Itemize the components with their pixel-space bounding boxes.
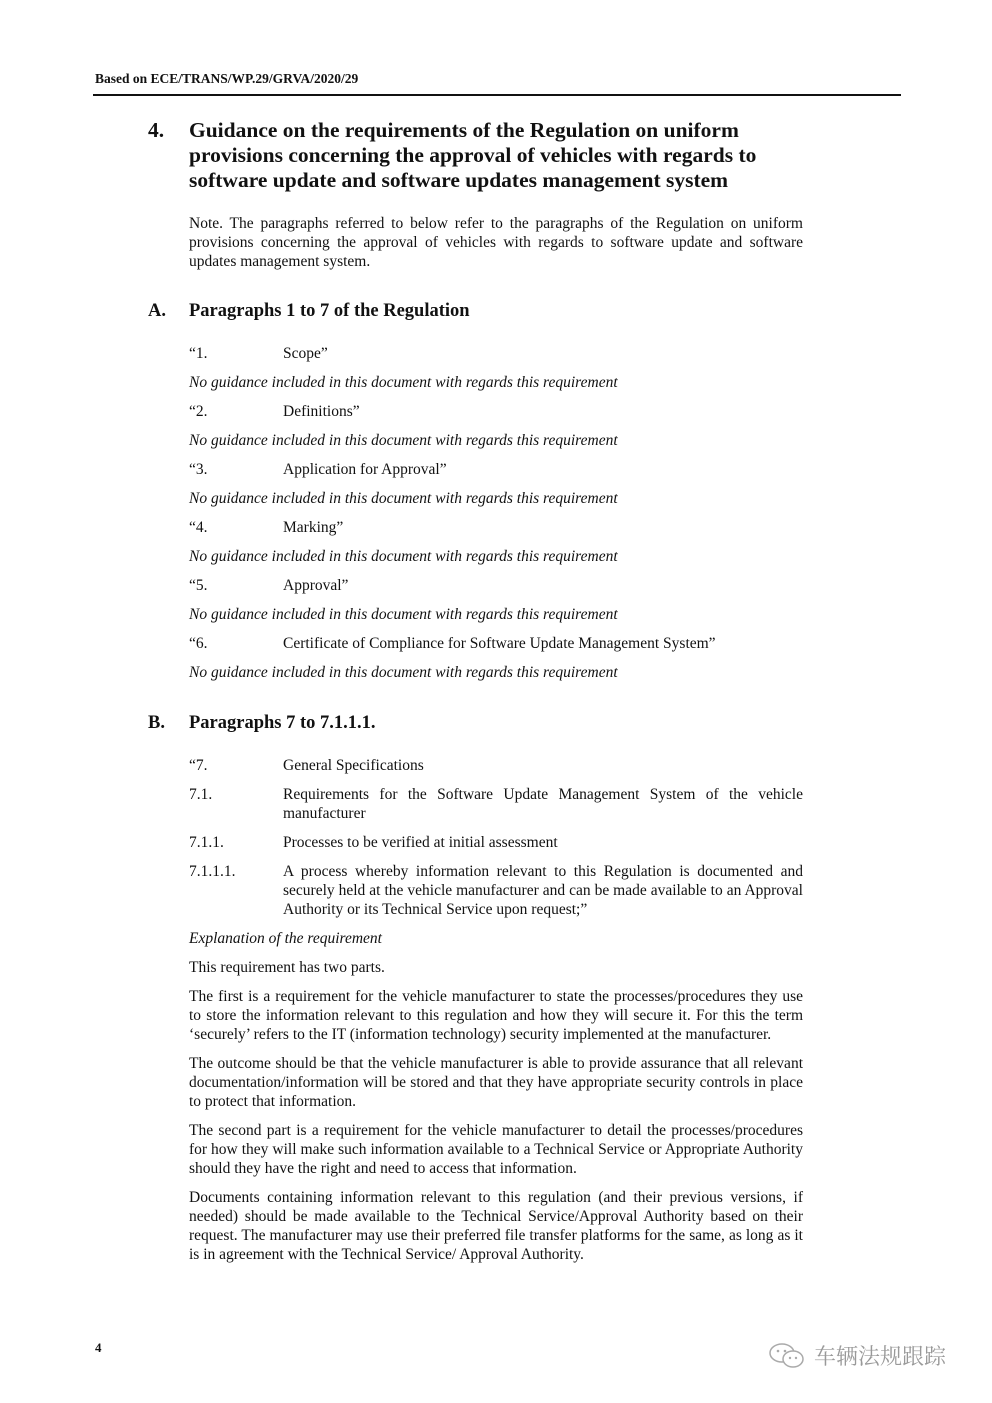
section-title: Paragraphs 7 to 7.1.1.1. [189,713,376,733]
paragraph-number: “7. [189,757,208,774]
paragraph-number: “6. [189,635,208,652]
paragraph-title: Definitions” [283,403,360,420]
paragraph-row [189,634,803,653]
paragraph-row [189,756,803,775]
paragraph-text: A process whereby information relevant to this Regulation is documented and securely held at the vehicle manufacturer and can be made available to an Approval Authority or its Technical Service upon request;” [283,863,803,918]
body-paragraph: Documents containing information relevant to this regulation (and their previous versions, if needed) should be made available to the Technical Service/Approval Authority based on their request. The manufacturer may use their preferred file transfer platforms for the same, as long as it is in agreement with the Technical Service/ Approval Authority. [189,1189,803,1263]
paragraph-row [189,402,803,421]
paragraph-text: Requirements for the Software Update Management System of the vehicle manufacturer [283,786,803,822]
body-paragraph: The outcome should be that the vehicle manufacturer is able to provide assurance that all relevant documentation/information will be stored and that they have appropriate security controls in place to protect that information. [189,1055,803,1110]
paragraph-row [189,576,803,595]
section-number: B. [148,713,165,733]
section-b-list [189,756,803,1274]
paragraph-number: “2. [189,403,208,420]
paragraph-text: Processes to be verified at initial assessment [283,834,558,851]
watermark-text: 车辆法规跟踪 [814,1345,947,1370]
wechat-icon [768,1341,808,1371]
section-a-list [189,344,803,692]
paragraph-number: “3. [189,461,208,478]
guidance-note: No guidance included in this document with regards this requirement [189,548,618,565]
paragraph-number: 7.1. [189,786,213,803]
paragraph-title: Scope” [283,345,328,362]
guidance-note: No guidance included in this document with regards this requirement [189,664,618,681]
paragraph-title: Certificate of Compliance for Software Update Management System” [283,635,716,652]
body-paragraph: The second part is a requirement for the vehicle manufacturer to detail the processes/procedures for how they will make such information available to a Technical Service or Appropriate Authority should they have the right and need to access that information. [189,1122,803,1177]
guidance-note: No guidance included in this document with regards this requirement [189,374,618,391]
paragraph-number: “5. [189,577,208,594]
note-paragraph: Note. The paragraphs referred to below refer to the paragraphs of the Regulation on uniform provisions concerning the approval of vehicles with regards to software update and software updates management system. [189,215,803,270]
section-number: A. [148,301,166,321]
section-b-heading [148,713,376,734]
paragraph-number: “4. [189,519,208,536]
watermark [768,1340,946,1371]
guidance-note: No guidance included in this document with regards this requirement [189,490,618,507]
paragraph-text: General Specifications [283,757,424,774]
body-paragraph: The first is a requirement for the vehicle manufacturer to state the processes/procedures they use to store the information relevant to this regulation and how they will secure it. For this the term ‘securely’ refers to the IT (information technology) security implemented at the manufacturer. [189,988,803,1043]
paragraph-title: Approval” [283,577,349,594]
paragraph-title: Application for Approval” [283,461,447,478]
header-rule [93,94,901,96]
paragraph-row [189,518,803,537]
paragraph-number: 7.1.1.1. [189,863,236,880]
section-title: Paragraphs 1 to 7 of the Regulation [189,301,470,321]
paragraph-row [189,862,803,919]
body-paragraph: This requirement has two parts. [189,959,385,976]
running-header: Based on ECE/TRANS/WP.29/GRVA/2020/29 [95,71,359,86]
section-number: 4. [148,118,165,142]
paragraph-number: “1. [189,345,208,362]
guidance-note: No guidance included in this document with regards this requirement [189,606,618,623]
paragraph-number: 7.1.1. [189,834,224,851]
paragraph-row [189,785,803,823]
page-number: 4 [95,1340,102,1355]
explanation-heading: Explanation of the requirement [189,930,382,947]
section-a-heading [148,301,470,322]
paragraph-row [189,344,803,363]
paragraph-title: Marking” [283,519,344,536]
section-title: Guidance on the requirements of the Regulation on uniform provisions concerning the approval of vehicles with regards to software update and software updates management system [189,118,757,192]
paragraph-row [189,460,803,479]
section-4-heading [148,118,828,193]
paragraph-row [189,833,803,852]
guidance-note: No guidance included in this document with regards this requirement [189,432,618,449]
